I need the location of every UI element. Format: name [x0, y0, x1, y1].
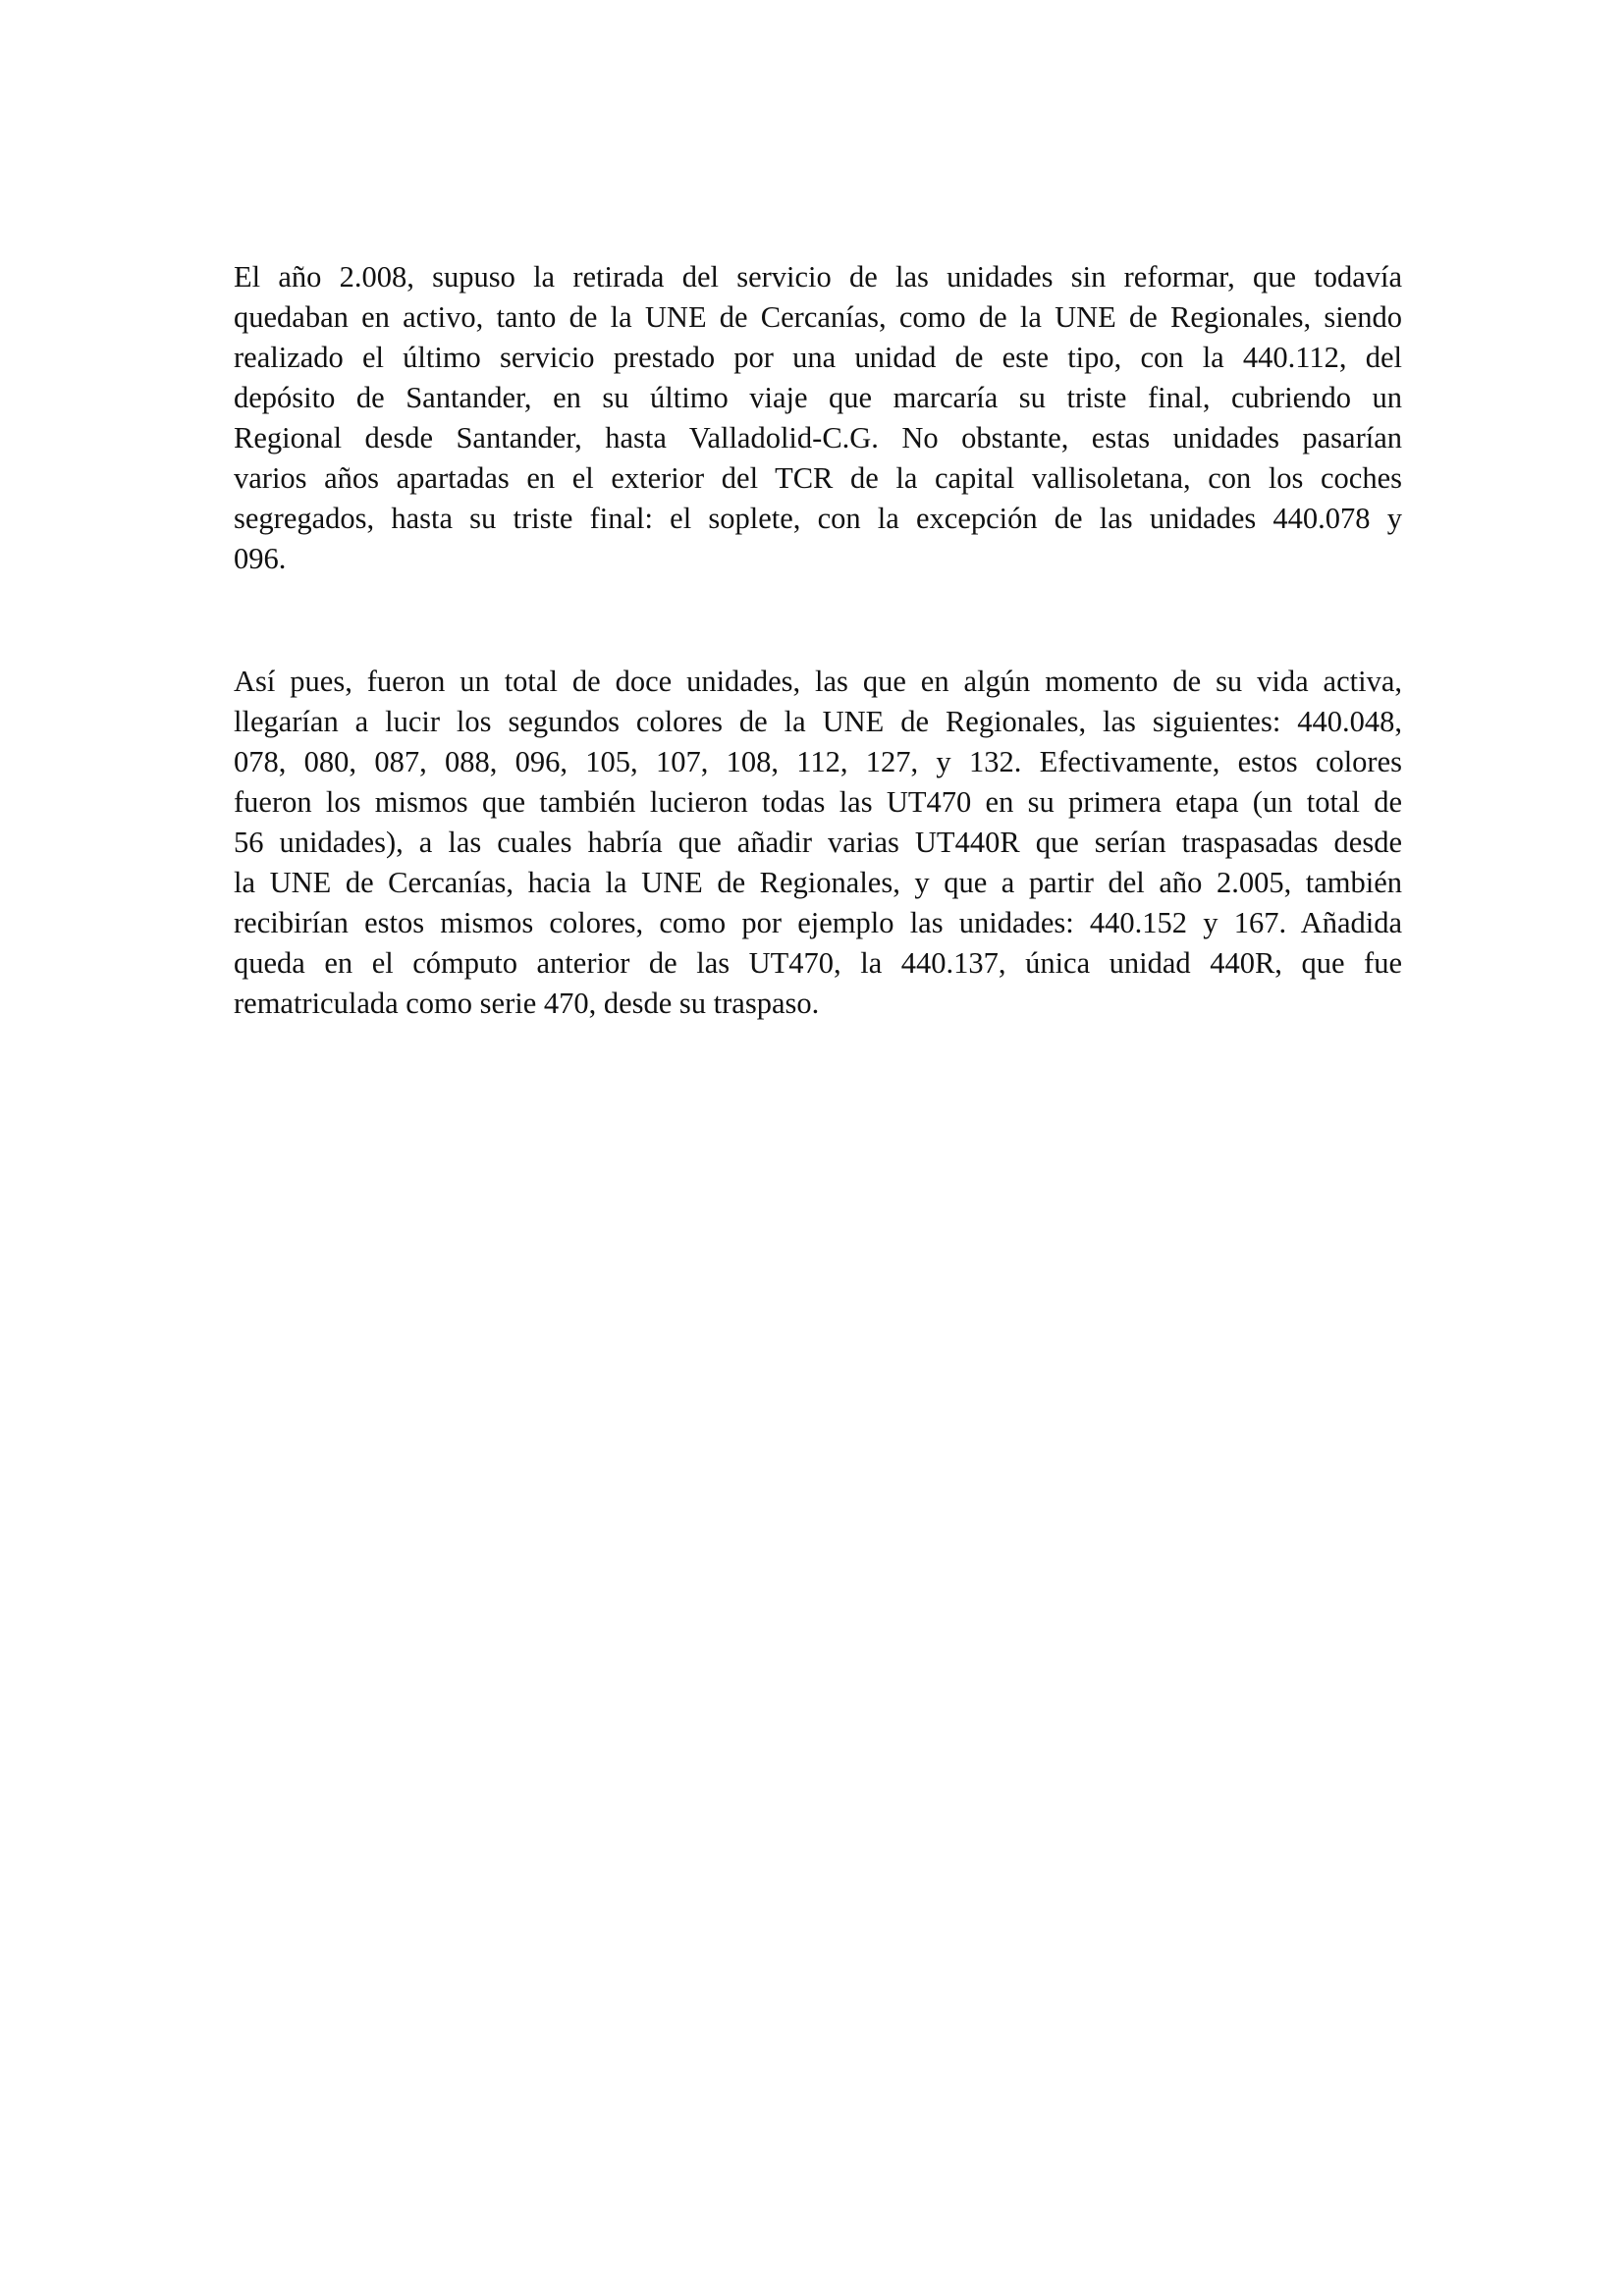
paragraph-line: fueron los mismos que también lucieron todas las UT470 en su primera etapa (un total de: [234, 785, 1402, 819]
paragraph-line: rematriculada como serie 470, desde su traspaso.: [234, 987, 820, 1020]
paragraph-line: El año 2.008, supuso la retirada del servicio de las unidades sin reformar, que todavía: [234, 260, 1402, 294]
paragraph-line: la UNE de Cercanías, hacia la UNE de Regionales, y que a partir del año 2.005, también: [234, 866, 1402, 899]
paragraph-line: Así pues, fueron un total de doce unidades, las que en algún momento de su vida activa,: [234, 665, 1402, 698]
paragraph-line: segregados, hasta su triste final: el soplete, con la excepción de las unidades 440.078 y: [234, 502, 1402, 535]
paragraph-line: queda en el cómputo anterior de las UT470, la 440.137, única unidad 440R, que fue: [234, 946, 1402, 980]
paragraph-line: quedaban en activo, tanto de la UNE de Cercanías, como de la UNE de Regionales, siendo: [234, 300, 1402, 334]
paragraph-line: depósito de Santander, en su último viaje que marcaría su triste final, cubriendo un: [234, 381, 1402, 414]
paragraph-retirement-2008: [234, 257, 1402, 579]
paragraph-line: recibirían estos mismos colores, como por ejemplo las unidades: 440.152 y 167. Añadida: [234, 906, 1402, 939]
paragraph-regional-colors: [234, 662, 1402, 1024]
paragraph-line: 096.: [234, 542, 287, 575]
paragraph-line: realizado el último servicio prestado por una unidad de este tipo, con la 440.112, del: [234, 341, 1402, 374]
paragraph-line: 078, 080, 087, 088, 096, 105, 107, 108, 112, 127, y 132. Efectivamente, estos colores: [234, 745, 1402, 778]
paragraph-line: 56 unidades), a las cuales habría que añadir varias UT440R que serían traspasadas desde: [234, 826, 1402, 859]
paragraph-line: varios años apartadas en el exterior del TCR de la capital vallisoletana, con los coches: [234, 461, 1402, 495]
paragraph-line: Regional desde Santander, hasta Valladolid-C.G. No obstante, estas unidades pasarían: [234, 421, 1402, 454]
paragraph-line: llegarían a lucir los segundos colores de la UNE de Regionales, las siguientes: 440.048,: [234, 705, 1402, 738]
